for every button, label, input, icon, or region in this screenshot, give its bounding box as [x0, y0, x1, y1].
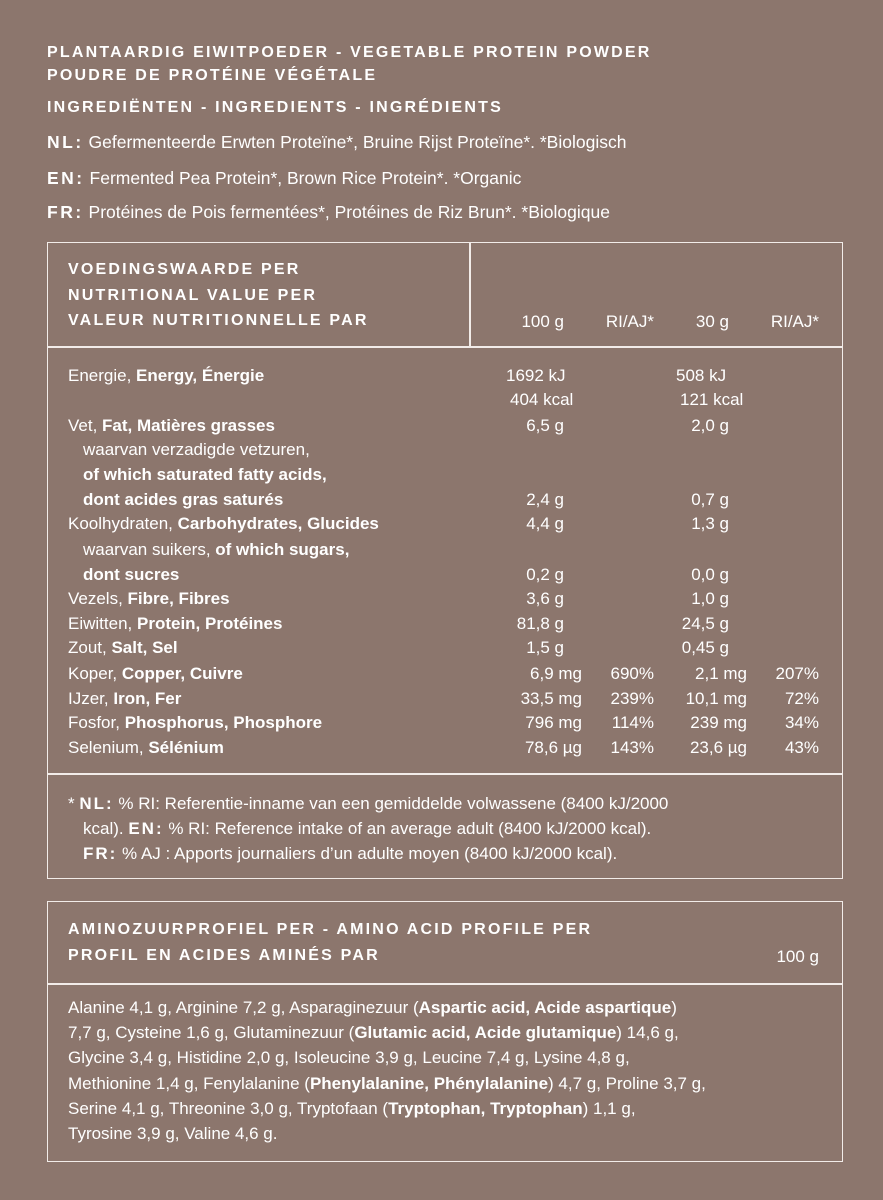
amino-header-line-2: PROFIL EN ACIDES AMINÉS PAR [68, 947, 380, 964]
row-iron-30g: 10,1 mg [685, 689, 747, 708]
footnote-divider [47, 773, 843, 775]
row-fat-label: Vet, Fat, Matières grasses [68, 416, 275, 435]
row-carbohydrates-30g: 1,3 g [691, 514, 729, 533]
row-fibre-label: Vezels, Fibre, Fibres [68, 589, 230, 608]
nutrition-header-en: NUTRITIONAL VALUE PER [68, 287, 318, 304]
footnote-en: kcal). EN: % RI: Reference intake of an average adult (8400 kJ/2000 kcal). [83, 819, 652, 838]
row-protein-label: Eiwitten, Protein, Protéines [68, 614, 283, 633]
row-phosphorus-ri-30g: 34% [784, 713, 819, 732]
row-phosphorus-label: Fosfor, Phosphorus, Phosphore [68, 713, 323, 732]
row-phosphorus-30g: 239 mg [690, 713, 747, 732]
amino-line-6: Tyrosine 3,9 g, Valine 4,6 g. [68, 1124, 278, 1143]
row-energy-kcal-100g: 404 kcal [510, 390, 574, 409]
ingredients-text-fr: Protéines de Pois fermentées*, Protéines de Riz Brun*. *Biologique [88, 202, 610, 222]
row-iron-100g: 33,5 mg [520, 689, 582, 708]
row-protein-30g: 24,5 g [681, 614, 729, 633]
column-100g: 100 g [521, 312, 564, 331]
ingredients-text-nl: Gefermenteerde Erwten Proteïne*, Bruine Rijst Proteïne*. *Biologisch [88, 132, 627, 152]
row-energy-kcal-30g: 121 kcal [680, 390, 744, 409]
row-selenium-ri-100g: 143% [610, 738, 654, 757]
nutrition-header-fr: VALEUR NUTRITIONNELLE PAR [68, 312, 369, 329]
nutrition-header-nl: VOEDINGSWAARDE PER [68, 261, 301, 278]
nutrition-table [47, 242, 843, 879]
row-iron-ri-30g: 72% [784, 689, 819, 708]
row-protein-100g: 81,8 g [516, 614, 564, 633]
amino-line-4: Methionine 1,4 g, Fenylalanine (Phenylalanine, Phénylalanine) 4,7 g, Proline 3,7 g, [68, 1074, 706, 1093]
row-selenium-ri-30g: 43% [784, 738, 819, 757]
row-fat-30g: 2,0 g [691, 416, 729, 435]
row-selenium-30g: 23,6 µg [689, 738, 747, 757]
lang-code-en: EN: [47, 168, 85, 188]
amino-line-1: Alanine 4,1 g, Arginine 7,2 g, Asparaginezuur (Aspartic acid, Acide aspartique) [68, 998, 677, 1017]
row-sugars-label-fr: dont sucres [83, 565, 180, 584]
lang-code-fr: FR: [47, 202, 84, 222]
row-energy-kj-30g: 508 kJ [676, 366, 727, 385]
title-line-1: PLANTAARDIG EIWITPOEDER - VEGETABLE PROTEIN POWDER [47, 44, 652, 61]
ingredients-nl [47, 132, 626, 153]
row-energy-label: Energie, Energy, Énergie [68, 366, 265, 385]
row-copper-ri-30g: 207% [775, 664, 819, 683]
row-salt-label: Zout, Salt, Sel [68, 638, 178, 657]
header-divider-vertical [469, 242, 471, 347]
amino-line-2: 7,7 g, Cysteine 1,6 g, Glutaminezuur (Glutamic acid, Acide glutamique) 14,6 g, [68, 1023, 679, 1042]
row-iron-ri-100g: 239% [610, 689, 654, 708]
amino-column-100g: 100 g [776, 947, 819, 966]
row-salt-30g: 0,45 g [681, 638, 729, 657]
row-copper-ri-100g: 690% [610, 664, 654, 683]
amino-line-3: Glycine 3,4 g, Histidine 2,0 g, Isoleucine 3,9 g, Leucine 7,4 g, Lysine 4,8 g, [68, 1048, 630, 1067]
header-divider [47, 346, 843, 348]
amino-header-line-1: AMINOZUURPROFIEL PER - AMINO ACID PROFILE PER [68, 921, 593, 938]
row-copper-30g: 2,1 mg [695, 664, 747, 683]
column-ri-30g: RI/AJ* [770, 312, 819, 331]
lang-code-nl: NL: [47, 132, 84, 152]
column-ri-100g: RI/AJ* [605, 312, 654, 331]
ingredients-text-en: Fermented Pea Protein*, Brown Rice Protein*. *Organic [89, 168, 522, 188]
row-selenium-label: Selenium, Sélénium [68, 738, 224, 757]
row-sugars-100g: 0,2 g [526, 565, 564, 584]
row-fat-100g: 6,5 g [526, 416, 564, 435]
row-sugars-30g: 0,0 g [691, 565, 729, 584]
footnote-fr: FR: % AJ : Apports journaliers d’un adulte moyen (8400 kJ/2000 kcal). [83, 844, 618, 863]
row-saturates-30g: 0,7 g [691, 490, 729, 509]
row-sugars-label-nl-en: waarvan suikers, of which sugars, [83, 540, 350, 559]
row-iron-label: IJzer, Iron, Fer [68, 689, 182, 708]
footnote-nl: * NL: % RI: Referentie-inname van een gemiddelde volwassene (8400 kJ/2000 [68, 794, 669, 813]
row-energy-kj-100g: 1692 kJ [506, 366, 566, 385]
row-carbohydrates-100g: 4,4 g [526, 514, 564, 533]
title-line-2: POUDRE DE PROTÉINE VÉGÉTALE [47, 67, 378, 84]
row-phosphorus-ri-100g: 114% [611, 713, 654, 732]
row-saturates-label-nl: waarvan verzadigde vetzuren, [83, 440, 310, 459]
row-fibre-100g: 3,6 g [526, 589, 564, 608]
ingredients-title: INGREDIËNTEN - INGREDIENTS - INGRÉDIENTS [47, 99, 504, 116]
ingredients-fr [47, 202, 610, 223]
row-copper-100g: 6,9 mg [530, 664, 582, 683]
row-phosphorus-100g: 796 mg [525, 713, 582, 732]
row-selenium-100g: 78,6 µg [524, 738, 582, 757]
ingredients-en [47, 168, 521, 189]
row-carbohydrates-label: Koolhydraten, Carbohydrates, Glucides [68, 514, 379, 533]
amino-header-divider [47, 983, 843, 985]
row-salt-100g: 1,5 g [526, 638, 564, 657]
row-saturates-100g: 2,4 g [526, 490, 564, 509]
row-saturates-label-en: of which saturated fatty acids, [83, 465, 327, 484]
row-saturates-label-fr: dont acides gras saturés [83, 490, 284, 509]
amino-line-5: Serine 4,1 g, Threonine 3,0 g, Tryptofaan (Tryptophan, Tryptophan) 1,1 g, [68, 1099, 636, 1118]
column-30g: 30 g [695, 312, 729, 331]
row-fibre-30g: 1,0 g [691, 589, 729, 608]
row-copper-label: Koper, Copper, Cuivre [68, 664, 243, 683]
